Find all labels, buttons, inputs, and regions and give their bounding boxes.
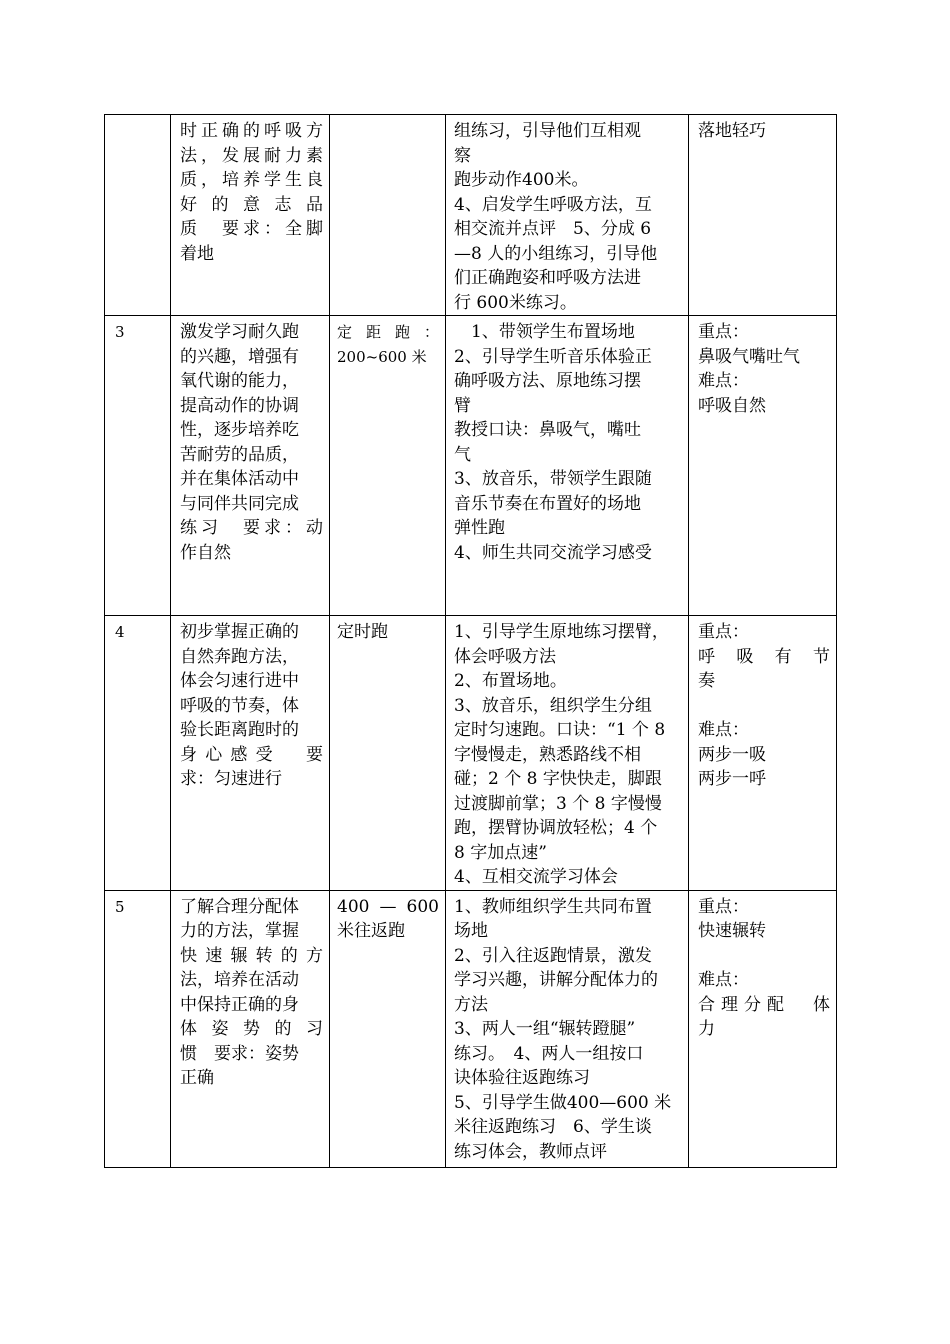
content-line: 400 — 600 — [337, 896, 439, 917]
content-cell — [330, 115, 446, 316]
steps-line: 体会呼吸方法 — [454, 646, 556, 667]
goal-cell — [171, 115, 330, 316]
steps-cell — [446, 890, 689, 1167]
key-line: 重点： — [698, 322, 749, 342]
goal-line: 体会匀速行进中 — [180, 671, 299, 691]
goal-line: 苦耐劳的品质， — [180, 444, 299, 465]
steps-line: 3、放音乐，带领学生跟随 — [454, 469, 652, 489]
key-line: 鼻吸气嘴吐气 — [698, 346, 800, 367]
goal-line: 并在集体活动中 — [180, 469, 299, 489]
goal-line: 的兴趣，增强有 — [180, 346, 299, 367]
goal-line: 法，培养在活动 — [180, 970, 299, 990]
lesson-number-cell — [105, 115, 171, 316]
goal-line: 中保持正确的身 — [180, 994, 299, 1015]
steps-line: 相交流并点评 5、分成 6 — [454, 219, 652, 239]
table-row — [105, 616, 837, 891]
goal-line: 惯 要求：姿势 — [180, 1043, 299, 1064]
steps-line: 过渡脚前掌；3 个 8 字慢慢 — [454, 793, 662, 814]
goal-line: 力的方法，掌握 — [180, 921, 299, 941]
key-points-cell — [689, 316, 837, 616]
key-line: 快速辗转 — [698, 921, 766, 941]
key-line: 难点： — [698, 970, 749, 990]
steps-line: 8 字加点速” — [454, 842, 547, 863]
steps-line: 1、引导学生原地练习摆臂， — [454, 622, 669, 642]
steps-line: 定时匀速跑。口诀：“1 个 8 — [454, 720, 666, 740]
key-points-cell — [689, 616, 837, 891]
content-line: 定距跑： — [337, 323, 439, 341]
steps-line: 组练习，引导他们互相观 — [454, 121, 641, 141]
steps-line: 4、启发学生呼吸方法，互 — [454, 194, 652, 215]
content-line: 米往返跑 — [337, 921, 405, 941]
steps-line: 字慢慢走，熟悉路线不相 — [454, 744, 641, 765]
steps-line: 确呼吸方法、原地练习摆 — [454, 371, 641, 391]
goal-line: 练习 要求：动 — [180, 518, 323, 538]
goal-line: 氧代谢的能力， — [180, 371, 299, 391]
goal-line: 自然奔跑方法， — [180, 646, 299, 667]
steps-line: 跑，摆臂协调放轻松；4 个 — [454, 818, 658, 838]
steps-line: 行 600米练习。 — [454, 292, 577, 313]
steps-line: 学习兴趣，讲解分配体力的 — [454, 970, 658, 990]
goal-cell — [171, 316, 330, 616]
goal-line: 作自然 — [180, 542, 231, 563]
key-line: 重点： — [698, 896, 749, 917]
key-line: 两步一呼 — [698, 769, 766, 789]
goal-line: 了解合理分配体 — [180, 896, 299, 917]
steps-line: 碰；2 个 8 字快快走，脚跟 — [454, 769, 662, 789]
key-line: 难点： — [698, 371, 749, 391]
steps-line: 2、引入往返跑情景，激发 — [454, 945, 652, 966]
goal-line: 快速辗转的方 — [180, 945, 323, 966]
key-line: 呼吸有节 — [698, 646, 830, 667]
key-line: 两步一吸 — [698, 744, 766, 765]
steps-line: 4、师生共同交流学习感受 — [454, 542, 652, 563]
key-line: 力 — [698, 1019, 715, 1039]
content-line: 200~600 米 — [337, 347, 427, 366]
key-line: 重点： — [698, 622, 749, 642]
steps-line: 3、两人一组“辗转蹬腿” — [454, 1019, 636, 1039]
steps-line: 们正确跑姿和呼吸方法进 — [454, 268, 641, 288]
steps-line: 方法 — [454, 994, 488, 1015]
goal-line: 好的意志品 — [180, 194, 323, 215]
key-line: 落地轻巧 — [698, 121, 766, 141]
steps-line: 教授口诀：鼻吸气，嘴吐 — [454, 420, 641, 440]
content-cell — [330, 316, 446, 616]
goal-cell — [171, 890, 330, 1167]
steps-line: 跑步动作400米。 — [454, 170, 589, 190]
goal-line: 求：匀速进行 — [180, 769, 282, 789]
steps-line: 2、布置场地。 — [454, 671, 567, 691]
steps-cell — [446, 616, 689, 891]
lesson-number-cell: 4 — [105, 616, 171, 891]
steps-line: 4、互相交流学习体会 — [454, 867, 618, 887]
goal-cell — [171, 616, 330, 891]
key-line — [698, 944, 830, 969]
goal-line: 身心感受 要 — [180, 744, 323, 765]
key-line: 呼吸自然 — [698, 395, 766, 416]
steps-line: 1、教师组织学生共同布置 — [454, 896, 652, 917]
goal-line: 呼吸的节奏，体 — [180, 695, 299, 716]
key-line: 难点： — [698, 720, 749, 740]
content-line: 定时跑 — [337, 622, 388, 642]
steps-line: 气 — [454, 444, 471, 465]
table-row — [105, 890, 837, 1167]
lesson-plan-table — [104, 114, 837, 1168]
steps-line: 场地 — [454, 921, 488, 941]
key-line: 奏 — [698, 671, 715, 691]
goal-line: 性，逐步培养吃 — [180, 420, 299, 440]
content-cell — [330, 890, 446, 1167]
steps-cell — [446, 115, 689, 316]
steps-line: 练习。 4、两人一组按口 — [454, 1043, 644, 1064]
goal-line: 质，培养学生良 — [180, 170, 323, 190]
goal-line: 法，发展耐力素 — [180, 145, 323, 166]
steps-line: 练习体会，教师点评 — [454, 1141, 607, 1162]
goal-line: 初步掌握正确的 — [180, 622, 299, 642]
steps-line: 3、放音乐，组织学生分组 — [454, 695, 652, 716]
key-points-cell — [689, 890, 837, 1167]
steps-line: 弹性跑 — [454, 518, 505, 538]
steps-line: 诀体验往返跑练习 — [454, 1068, 590, 1088]
goal-line: 激发学习耐久跑 — [180, 322, 299, 342]
goal-line: 时正确的呼吸方 — [180, 121, 323, 141]
steps-line: 米往返跑练习 6、学生谈 — [454, 1117, 652, 1137]
lesson-number-cell: 3 — [105, 316, 171, 616]
key-line: 合理分配 体 — [698, 994, 830, 1015]
content-cell — [330, 616, 446, 891]
steps-line: 1、带领学生布置场地 — [454, 322, 635, 342]
goal-line: 质 要求：全脚 — [180, 219, 323, 239]
steps-line: 臂 — [454, 395, 471, 416]
goal-line: 验长距离跑时的 — [180, 720, 299, 740]
goal-line: 正确 — [180, 1068, 214, 1088]
goal-line: 着地 — [180, 243, 214, 264]
table-row — [105, 316, 837, 616]
table-row — [105, 115, 837, 316]
key-line — [698, 694, 830, 719]
steps-line: —8 人的小组练习，引导他 — [454, 243, 658, 264]
lesson-number-cell: 5 — [105, 890, 171, 1167]
steps-line: 音乐节奏在布置好的场地 — [454, 493, 641, 514]
goal-line: 与同伴共同完成 — [180, 493, 299, 514]
goal-line: 体姿势的习 — [180, 1019, 323, 1039]
steps-line: 2、引导学生听音乐体验正 — [454, 346, 652, 367]
goal-line: 提高动作的协调 — [180, 395, 299, 416]
steps-cell — [446, 316, 689, 616]
key-points-cell — [689, 115, 837, 316]
steps-line: 察 — [454, 145, 471, 166]
steps-line: 5、引导学生做400—600 米 — [454, 1092, 672, 1113]
